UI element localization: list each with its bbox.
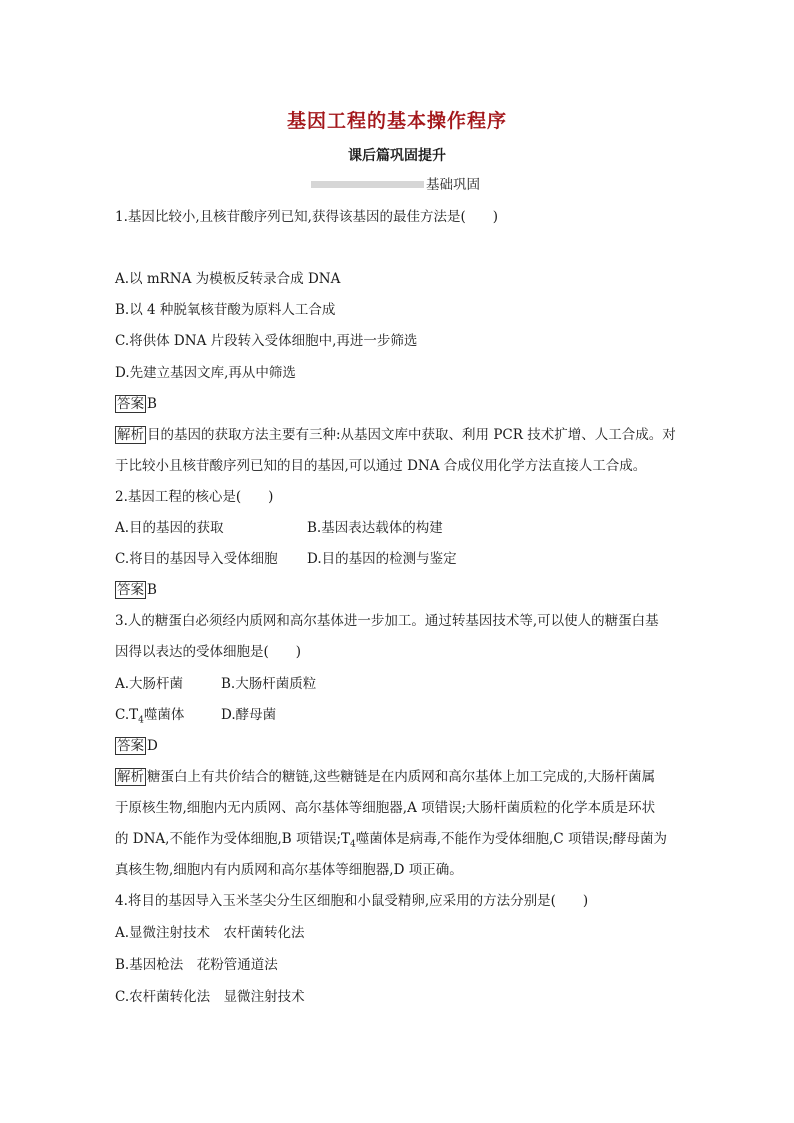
answer-value: D	[147, 738, 158, 754]
answer-value: B	[147, 582, 157, 598]
question-3-analysis-line-3	[115, 830, 667, 854]
document-title: 基因工程的基本操作程序	[286, 110, 507, 132]
analysis-line-3-part-a: 的 DNA,不能作为受体细胞,B 项错误;T	[115, 831, 351, 847]
question-3-analysis-line-2: 于原核生物,细胞内无内质网、高尔基体等细胞器,A 项错误;大肠杆菌质粒的化学本质是环状	[115, 800, 656, 816]
question-3-stem-line-2: 因得以表达的受体细胞是( )	[115, 644, 302, 660]
question-1-stem	[115, 208, 498, 226]
question-1-option-b: B.以 4 种脱氧核苷酸为原料人工合成	[115, 302, 336, 318]
question-3-option-a: A.大肠杆菌	[115, 676, 184, 692]
question-3-option-c	[115, 706, 184, 730]
analysis-tag: 解析	[117, 427, 144, 443]
question-3-option-d: D.酵母菌	[221, 707, 277, 723]
question-3-stem-line-1: 3.人的糖蛋白必须经内质网和高尔基体进一步加工。通过转基因技术等,可以使人的糖蛋白基	[115, 613, 659, 629]
question-4-stem: 4.将目的基因导入玉米茎尖分生区细胞和小鼠受精卵,应采用的方法分别是( )	[115, 893, 589, 909]
analysis-text: 目的基因的获取方法主要有三种:从基因文库中获取、利用 PCR 技术扩增、人工合成。对	[147, 427, 676, 443]
question-2-option-a: A.目的基因的获取	[115, 520, 224, 536]
question-2-option-d: D.目的基因的检测与鉴定	[307, 551, 457, 567]
question-3-answer	[115, 737, 158, 755]
answer-tag: 答案	[117, 582, 144, 598]
analysis-line-3-subscript: 4	[350, 839, 356, 850]
question-4-option-b: B.基因枪法 花粉管通道法	[115, 957, 278, 973]
document-subtitle: 课后篇巩固提升	[348, 148, 446, 164]
answer-value: B	[147, 396, 157, 412]
answer-tag: 答案	[117, 396, 144, 412]
option-c-suffix: 噬菌体	[143, 707, 185, 723]
question-2-option-b: B.基因表达载体的构建	[307, 520, 443, 536]
question-2-option-c: C.将目的基因导入受体细胞	[115, 551, 278, 567]
option-c-prefix: C.T	[115, 707, 139, 723]
answer-tag: 答案	[117, 738, 144, 754]
question-3-analysis-line-4: 真核生物,细胞内有内质网和高尔基体等细胞器,D 项正确。	[115, 862, 463, 878]
question-1-option-a: A.以 mRNA 为模板反转录合成 DNA	[115, 271, 341, 287]
section-divider-bar	[311, 181, 424, 188]
question-2-answer	[115, 581, 157, 599]
question-1-option-c: C.将供体 DNA 片段转入受体细胞中,再进一步筛选	[115, 333, 418, 349]
question-1-answer	[115, 395, 157, 413]
question-4-option-c: C.农杆菌转化法 显微注射技术	[115, 989, 305, 1005]
option-c-subscript: 4	[138, 715, 144, 726]
question-4-option-a: A.显微注射技术 农杆菌转化法	[115, 925, 305, 941]
question-1-option-d: D.先建立基因文库,再从中筛选	[115, 365, 296, 381]
question-3-option-b: B.大肠杆菌质粒	[221, 676, 317, 692]
analysis-tag: 解析	[117, 769, 144, 785]
question-1-analysis-line-1	[115, 426, 676, 444]
analysis-text: 糖蛋白上有共价结合的糖链,这些糖链是在内质网和高尔基体上加工完成的,大肠杆菌属	[147, 769, 656, 785]
question-1-analysis-line-2: 于比较小且核苷酸序列已知的目的基因,可以通过 DNA 合成仪用化学方法直接人工合成。	[115, 458, 647, 474]
question-1-stem-text: 1.基因比较小,且核苷酸序列已知,获得该基因的最佳方法是( )	[115, 209, 498, 225]
question-2-stem: 2.基因工程的核心是( )	[115, 489, 274, 505]
question-3-analysis-line-1	[115, 768, 655, 786]
analysis-line-3-part-b: 噬菌体是病毒,不能作为受体细胞,C 项错误;酵母菌为	[355, 831, 668, 847]
section-heading: 基础巩固	[426, 177, 480, 193]
